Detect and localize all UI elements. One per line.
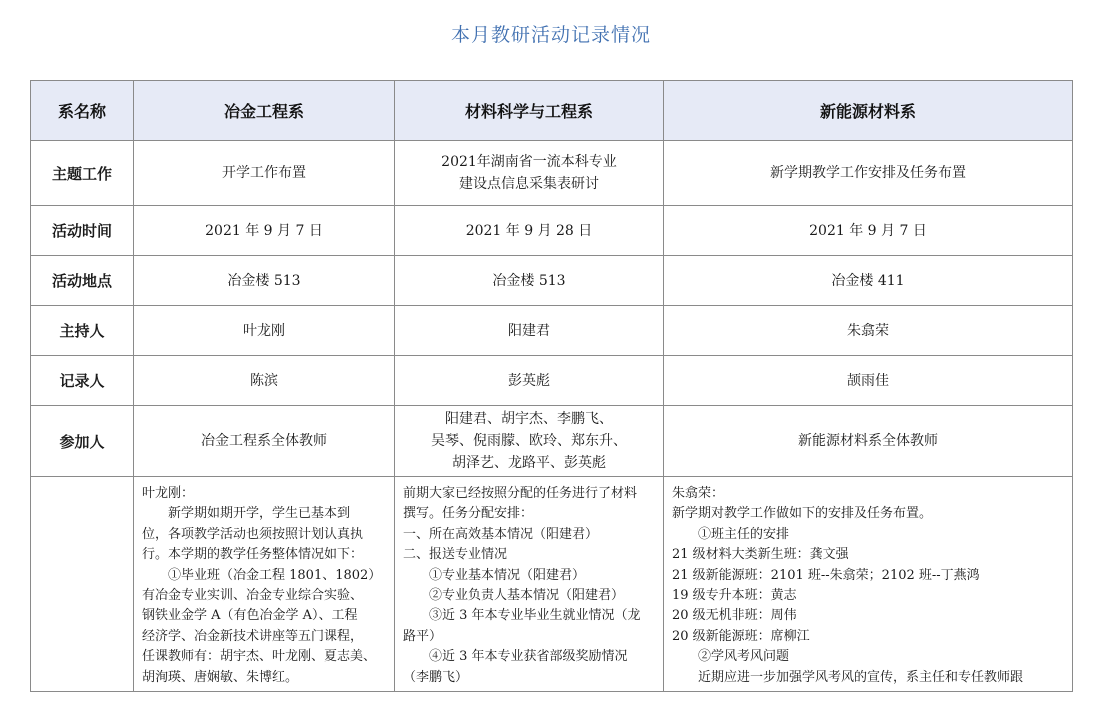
row-label: 主题工作: [31, 141, 134, 206]
table-cell: 新能源材料系全体教师: [664, 406, 1073, 477]
row-recorder: [31, 356, 1073, 406]
table-cell: 冶金工程系全体教师: [134, 406, 395, 477]
table-cell: 阳建君: [395, 306, 664, 356]
row-time: [31, 206, 1073, 256]
table-cell: 2021 年 9 月 28 日: [395, 206, 664, 256]
header-dept-name: 系名称: [31, 81, 134, 141]
row-participants: [31, 406, 1073, 477]
table-cell: 陈滨: [134, 356, 395, 406]
row-label: 活动地点: [31, 256, 134, 306]
table-cell: 2021 年 9 月 7 日: [664, 206, 1073, 256]
header-materials: 材料科学与工程系: [395, 81, 664, 141]
table-cell: 冶金楼 513: [395, 256, 664, 306]
table-cell: 2021 年 9 月 7 日: [134, 206, 395, 256]
content-cell-materials: 前期大家已经按照分配的任务进行了材料 撰写。任务分配安排： 一、所在高效基本情况（阳建君） 二、报送专业情况 ①专业基本情况（阳建君） ②专业负责人基本情况（阳建君） ③近 3 年本专业毕业生就业情况（龙 路平） ④近 3 年本专业获省部级奖励情况 （李鹏飞）: [395, 477, 664, 692]
page-title: 本月教研活动记录情况: [450, 24, 651, 46]
table-cell: 彭英彪: [395, 356, 664, 406]
table-cell: 冶金楼 411: [664, 256, 1073, 306]
row-label-empty: [31, 477, 134, 692]
table-cell: 新学期教学工作安排及任务布置: [664, 141, 1073, 206]
row-host: [31, 306, 1073, 356]
table-cell: 叶龙刚: [134, 306, 395, 356]
table-cell: 朱翕荣: [664, 306, 1073, 356]
row-label: 记录人: [31, 356, 134, 406]
content-cell-new-energy: 朱翕荣： 新学期对教学工作做如下的安排及任务布置。 ①班主任的安排 21 级材料大类新生班：龚文强 21 级新能源班：2101 班--朱翕荣；2102 班--丁燕鸿 19 级专升本班：黄志 20 级无机非班：周伟 20 级新能源班：席柳江 ②学风考风问题 近期应进一步加强学风考风的宣传，系主任和专任教师跟: [664, 477, 1073, 692]
header-row: [31, 81, 1073, 141]
header-new-energy: 新能源材料系: [664, 81, 1073, 141]
row-label: 活动时间: [31, 206, 134, 256]
table-cell: 颉雨佳: [664, 356, 1073, 406]
row-label: 主持人: [31, 306, 134, 356]
content-cell-metallurgy: 叶龙刚： 新学期如期开学，学生已基本到 位，各项教学活动也须按照计划认真执 行。本学期的教学任务整体情况如下： ①毕业班（冶金工程 1801、1802） 有冶金专业实训、冶金专业综合实验、 钢铁业金学 A（有色冶金学 A）、工程 经济学、冶金新技术讲座等五门课程， 任课教师有：胡宇杰、叶龙刚、夏志美、 胡洵瑛、唐娴敏、朱博红。: [134, 477, 395, 692]
header-metallurgy: 冶金工程系: [134, 81, 395, 141]
table-cell: 2021年湖南省一流本科专业 建设点信息采集表研讨: [395, 141, 664, 206]
row-place: [31, 256, 1073, 306]
row-label: 参加人: [31, 406, 134, 477]
table-cell: 冶金楼 513: [134, 256, 395, 306]
table-cell: 阳建君、胡宇杰、李鹏飞、 吴琴、倪雨朦、欧玲、郑东升、 胡泽艺、龙路平、彭英彪: [395, 406, 664, 477]
row-content: [31, 477, 1073, 692]
row-theme: [31, 141, 1073, 206]
activity-record-table: [30, 80, 1073, 692]
table-cell: 开学工作布置: [134, 141, 395, 206]
